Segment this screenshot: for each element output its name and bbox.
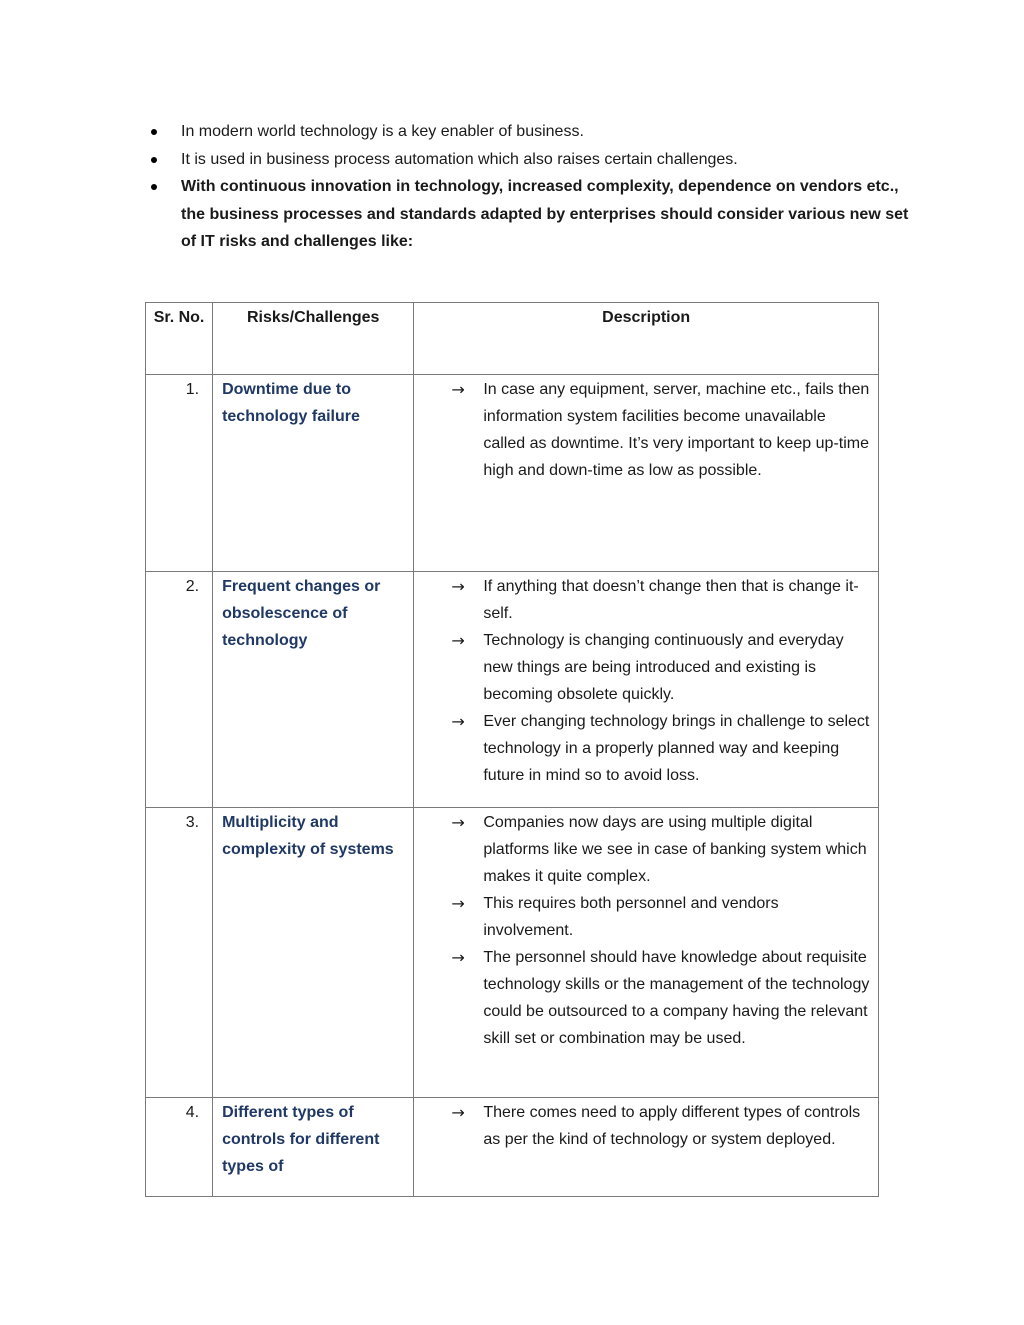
bullet-dot-icon	[151, 157, 157, 163]
header-risks-challenges: Risks/Challenges	[213, 303, 414, 375]
intro-bullet-list	[145, 118, 915, 256]
intro-bullet-item	[145, 146, 915, 174]
row-sr-number: 1.	[146, 375, 213, 572]
header-description: Description	[414, 303, 879, 375]
description-point: → Companies now days are using multiple digital platforms like we see in case of banking system which makes it quite complex.	[414, 809, 870, 890]
right-arrow-icon: →	[451, 948, 465, 967]
table-row	[146, 1098, 879, 1197]
description-point: → If anything that doesn’t change then that is change it-self.	[414, 573, 870, 627]
right-arrow-icon: →	[451, 1103, 465, 1122]
description-point: → This requires both personnel and vendors involvement.	[414, 890, 870, 944]
description-point: → In case any equipment, server, machine etc., fails then information system facilities become unavailable called as downtime. It’s very important to keep up-time high and down-time as low as possible.	[414, 376, 870, 484]
row-risk-title: Frequent changes or obsolescence of technology	[213, 572, 414, 808]
intro-bullet-item	[145, 118, 915, 146]
table-row	[146, 375, 879, 572]
header-sr-no: Sr. No.	[146, 303, 213, 375]
intro-bullet-text: It is used in business process automation which also raises certain challenges.	[181, 150, 738, 168]
description-point: → Technology is changing continuously and everyday new things are being introduced and existing is becoming obsolete quickly.	[414, 627, 870, 708]
right-arrow-icon: →	[451, 894, 465, 913]
intro-bullet-text: In modern world technology is a key enabler of business.	[181, 123, 584, 140]
risks-table	[145, 302, 879, 1197]
description-point: → There comes need to apply different types of controls as per the kind of technology or system deployed.	[414, 1099, 870, 1153]
row-description	[414, 375, 879, 572]
table-header-row	[146, 303, 879, 375]
bullet-dot-icon	[151, 184, 157, 190]
intro-bullet-text: With continuous innovation in technology, increased complexity, dependence on vendors etc., the business processes and standards adapted by enterprises should consider various new set of IT risks and challenges like:	[181, 178, 909, 250]
bullet-dot-icon	[151, 129, 157, 135]
row-sr-number: 3.	[146, 808, 213, 1098]
row-description	[414, 1098, 879, 1197]
right-arrow-icon: →	[451, 380, 465, 399]
description-point: → Ever changing technology brings in challenge to select technology in a properly planned way and keeping future in mind so to avoid loss.	[414, 708, 870, 789]
row-description	[414, 808, 879, 1098]
description-point: → The personnel should have knowledge about requisite technology skills or the management of the technology could be outsourced to a company having the relevant skill set or combination may be used.	[414, 944, 870, 1052]
table-row	[146, 808, 879, 1098]
intro-bullet-item	[145, 173, 915, 256]
right-arrow-icon: →	[451, 712, 465, 731]
row-risk-title: Multiplicity and complexity of systems	[213, 808, 414, 1098]
row-sr-number: 2.	[146, 572, 213, 808]
row-risk-title: Downtime due to technology failure	[213, 375, 414, 572]
right-arrow-icon: →	[451, 813, 465, 832]
row-risk-title: Different types of controls for different types of	[213, 1098, 414, 1197]
right-arrow-icon: →	[451, 577, 465, 596]
table-row	[146, 572, 879, 808]
row-description	[414, 572, 879, 808]
row-sr-number: 4.	[146, 1098, 213, 1197]
right-arrow-icon: →	[451, 631, 465, 650]
